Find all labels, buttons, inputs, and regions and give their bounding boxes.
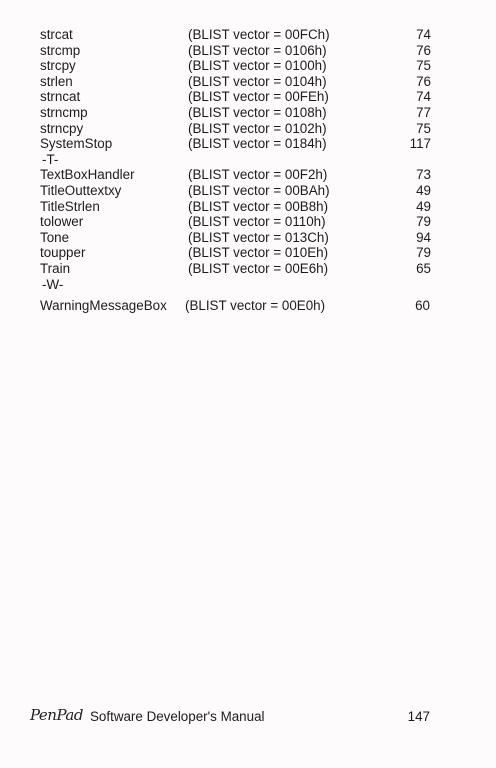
penpad-logo: PenPad xyxy=(30,706,83,724)
index-entry xyxy=(0,245,496,261)
manual-title: Software Developer's Manual xyxy=(90,709,265,724)
page-reference: 49 xyxy=(416,182,431,198)
blist-vector: (BLIST vector = 0102h) xyxy=(188,120,327,136)
function-name: TitleOuttextxy xyxy=(40,182,122,198)
page-reference: 74 xyxy=(416,27,431,42)
function-name: strncpy xyxy=(40,120,84,136)
blist-vector: (BLIST vector = 00F2h) xyxy=(188,167,328,183)
function-name: Train xyxy=(40,260,71,276)
page-reference: 77 xyxy=(416,104,431,120)
section-heading xyxy=(0,152,496,168)
index-entry xyxy=(0,261,496,277)
index-entry xyxy=(0,105,496,121)
function-name: strcmp xyxy=(40,42,81,58)
page-reference: 73 xyxy=(416,167,431,183)
blist-vector: (BLIST vector = 00BAh) xyxy=(188,182,330,198)
function-name: strncmp xyxy=(40,104,88,120)
blist-vector: (BLIST vector = 00B8h) xyxy=(188,198,329,214)
index-entry xyxy=(0,199,496,215)
blist-vector: (BLIST vector = 00E0h) xyxy=(185,298,326,314)
function-name: SystemStop xyxy=(40,136,113,152)
function-name: strcat xyxy=(40,27,73,42)
index-entry xyxy=(0,27,496,43)
function-index-list xyxy=(0,27,496,316)
index-entry xyxy=(0,167,496,183)
page-reference: 117 xyxy=(409,136,431,152)
page-reference: 60 xyxy=(415,298,430,314)
function-name: strlen xyxy=(40,73,73,89)
blist-vector: (BLIST vector = 0108h) xyxy=(188,104,327,120)
page-reference: 75 xyxy=(416,120,431,136)
page-reference: 49 xyxy=(416,198,431,214)
index-entry xyxy=(0,136,496,152)
page-reference: 76 xyxy=(416,42,431,58)
page-reference: 65 xyxy=(416,260,431,276)
function-name: tolower xyxy=(40,214,84,230)
page-reference: 94 xyxy=(416,229,431,245)
page-reference: 79 xyxy=(416,245,431,261)
function-name: toupper xyxy=(40,245,86,261)
blist-vector: (BLIST vector = 013Ch) xyxy=(188,229,329,245)
blist-vector: (BLIST vector = 00E6h) xyxy=(188,260,329,276)
index-entry xyxy=(0,230,496,246)
blist-vector: (BLIST vector = 0106h) xyxy=(188,42,327,58)
section-heading xyxy=(0,277,496,293)
page-number: 147 xyxy=(407,709,430,724)
page-footer xyxy=(0,706,496,732)
blist-vector: (BLIST vector = 00FCh) xyxy=(188,27,330,42)
blist-vector: (BLIST vector = 00FEh) xyxy=(188,89,329,105)
blist-vector: (BLIST vector = 010Eh) xyxy=(188,245,329,261)
section-letter: -W- xyxy=(42,276,64,292)
function-name: Tone xyxy=(40,229,70,245)
index-entry xyxy=(0,74,496,90)
function-name: TitleStrlen xyxy=(40,198,100,214)
blist-vector: (BLIST vector = 0104h) xyxy=(188,73,327,89)
index-entry xyxy=(0,214,496,230)
section-letter: -T- xyxy=(42,151,59,167)
blist-vector: (BLIST vector = 0110h) xyxy=(188,214,326,230)
index-entry xyxy=(0,121,496,137)
blist-vector: (BLIST vector = 0184h) xyxy=(188,136,327,152)
page-reference: 75 xyxy=(416,58,431,74)
function-name: WarningMessageBox xyxy=(40,298,167,314)
index-entry xyxy=(0,43,496,59)
index-entry xyxy=(0,58,496,74)
page-reference: 76 xyxy=(416,73,431,89)
function-name: TextBoxHandler xyxy=(40,167,135,183)
index-entry xyxy=(0,292,496,316)
blist-vector: (BLIST vector = 0100h) xyxy=(188,58,327,74)
page-reference: 79 xyxy=(416,214,431,230)
index-entry xyxy=(0,183,496,199)
page-reference: 74 xyxy=(416,89,431,105)
function-name: strcpy xyxy=(40,58,76,74)
index-entry xyxy=(0,89,496,105)
function-name: strncat xyxy=(40,89,81,105)
